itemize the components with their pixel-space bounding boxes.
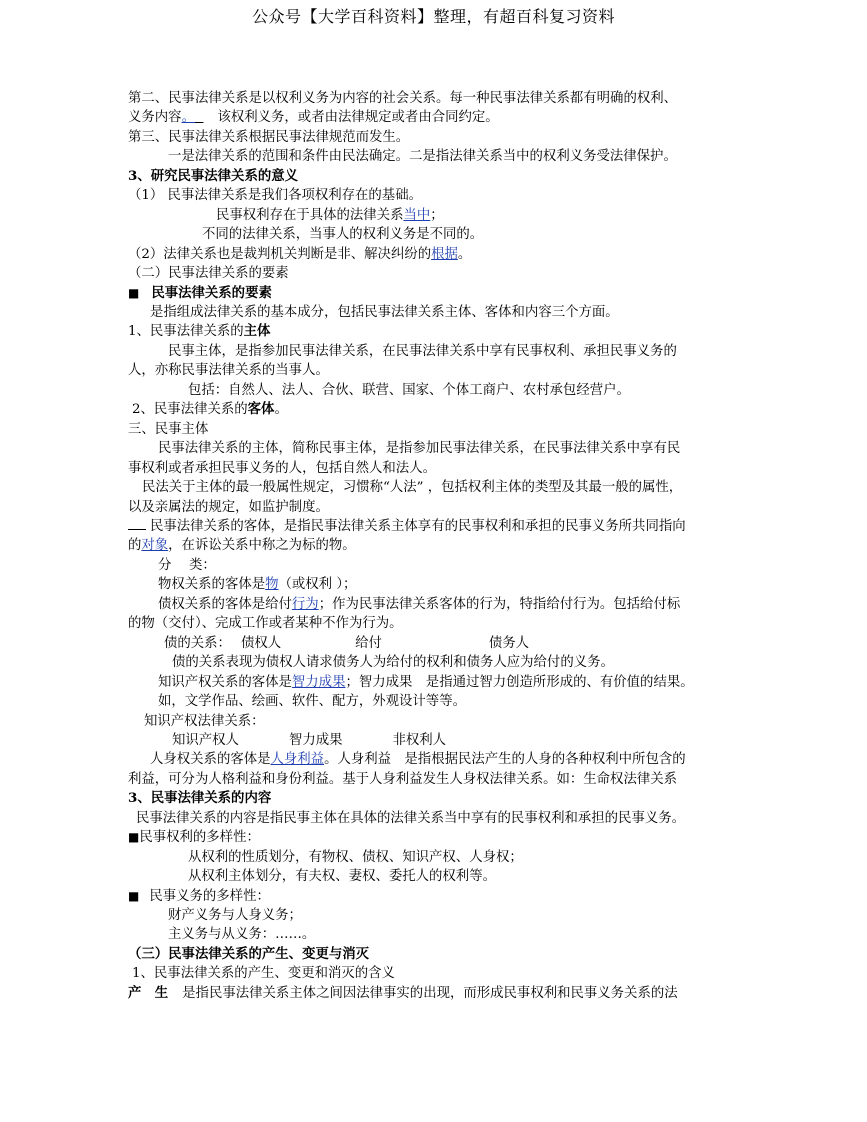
text-line: 三、民事主体 xyxy=(128,421,209,437)
link-text[interactable]: 智力成果 xyxy=(291,674,346,690)
link-text[interactable]: 根据 xyxy=(431,246,458,262)
text-line: 一是法律关系的范围和条件由民法确定。二是指法律关系当中的权利义务受法律保护。 xyxy=(168,149,677,165)
text-line: 主义务与从义务：……。 xyxy=(168,927,316,943)
text-line: 民事法律关系的客体，是指民事法律关系主体享有的民事权利和承担的民事义务所共同指向 xyxy=(128,517,742,536)
text-line: 人身权关系的客体是人身利益。人身利益 是指根据民法产生的人身的各种权利中所包含的 xyxy=(150,752,686,768)
text-line: 1、民事法律关系的产生、变更和消灭的含义 xyxy=(132,966,395,982)
text-line: 第三、民事法律关系根据民事法律规范而发生。 xyxy=(128,129,410,145)
text-line: 从权利的性质划分，有物权、债权、知识产权、人身权； xyxy=(188,849,523,865)
square-bullet-icon: ■ xyxy=(128,285,140,300)
text-line: 如，文学作品、绘画、软件、配方，外观设计等等。 xyxy=(158,694,466,710)
text-line: 财产义务与人身义务； xyxy=(168,908,302,924)
text-line: 知识产权关系的客体是智力成果；智力成果 是指通过智力创造所形成的、有价值的结果。 xyxy=(158,674,694,690)
text-line: 人，亦称民事法律关系的当事人。 xyxy=(128,363,329,379)
text-line: 义务内容。 该权利义务，或者由法律规定或者由合同约定。 xyxy=(128,110,499,126)
text-line: ■ 民事义务的多样性： xyxy=(128,887,742,906)
section-heading: （三）民事法律关系的产生、变更与消灭 xyxy=(128,945,370,962)
text-line: 是指组成法律关系的基本成分，包括民事法律关系主体、客体和内容三个方面。 xyxy=(150,304,619,320)
link-text[interactable]: 。 xyxy=(181,110,195,126)
text-line: 1、民事法律关系的主体 xyxy=(128,323,271,340)
text-line: 分 类： xyxy=(158,557,216,573)
text-line: 包括：自然人、法人、合伙、联营、国家、个体工商户、农村承包经营户。 xyxy=(188,382,630,398)
text-line: 民事主体，是指参加民事法律关系，在民事法律关系中享有民事权利、承担民事义务的 xyxy=(168,343,677,359)
text-line: 以及亲属法的规定，如监护制度。 xyxy=(128,499,329,515)
text-line: 利益，可分为人格利益和身份利益。基于人身利益发生人身权法律关系。如：生命权法律关系 xyxy=(128,771,678,787)
link-text[interactable]: 人身利益 xyxy=(270,752,325,768)
text-line: （二）民事法律关系的要素 xyxy=(128,266,289,282)
text-line: （1） 民事法律关系是我们各项权利存在的基础。 xyxy=(128,188,422,204)
text-line: 的对象，在诉讼关系中称之为标的物。 xyxy=(128,538,356,554)
text-line: 民事法律关系的主体，简称民事主体，是指参加民事法律关系，在民事法律关系中享有民 xyxy=(158,441,681,457)
link-text[interactable]: 当中 xyxy=(403,207,431,223)
text-line: 第二、民事法律关系是以权利义务为内容的社会关系。每一种民事法律关系都有明确的权利、 xyxy=(128,91,678,106)
text-line: 的物（交付）、完成工作或者某种不作为行为。 xyxy=(128,616,403,632)
text-line: 民法关于主体的最一般属性规定，习惯称“人法” ，包括权利主体的类型及其最一般的属性， xyxy=(142,480,683,496)
link-text[interactable]: 行为 xyxy=(291,596,319,612)
blank-underline xyxy=(128,517,146,530)
text-line: 债的关系： 债权人 给付 债务人 xyxy=(164,635,530,651)
text-line: 知识产权法律关系： xyxy=(144,713,265,729)
document-body xyxy=(128,89,742,1003)
section-heading: 3、研究民事法律关系的意义 xyxy=(128,167,299,184)
link-text[interactable]: 物 xyxy=(265,577,279,593)
text-line: 事权利或者承担民事义务的人，包括自然人和法人。 xyxy=(128,460,436,476)
square-bullet-icon: ■ xyxy=(128,888,140,903)
text-line: 2、民事法律关系的客体。 xyxy=(132,401,288,418)
text-line: 债权关系的客体是给付行为；作为民事法律关系客体的行为，特指给付行为。包括给付标 xyxy=(158,596,681,612)
text-line: 物权关系的客体是物（或权利 ）； xyxy=(158,577,357,593)
text-line: 民事权利存在于具体的法律关系当中； xyxy=(216,207,444,223)
section-heading: 3、民事法律关系的内容 xyxy=(128,790,272,807)
text-line: 从权利主体划分，有夫权、妻权、委托人的权利等。 xyxy=(188,869,496,885)
page-header: 公众号【大学百科资料】整理，有超百科复习资料 xyxy=(251,7,615,26)
text-line: （2）法律关系也是裁判机关判断是非、解决纠纷的根据。 xyxy=(128,246,472,262)
link-text[interactable]: 对象 xyxy=(141,538,169,554)
text-line: 民事法律关系的内容是指民事主体在具体的法律关系当中享有的民事权利和承担的民事义务。 xyxy=(136,810,686,826)
text-line: 不同的法律关系，当事人的权利义务是不同的。 xyxy=(202,227,484,243)
text-line: 知识产权人 智力成果 非权利人 xyxy=(172,732,447,748)
square-bullet-icon: ■ xyxy=(128,830,140,845)
text-line: 债的关系表现为债权人请求债务人为给付的权利和债务人应为给付的义务。 xyxy=(172,655,614,671)
section-heading: ■ 民事法律关系的要素 xyxy=(128,284,742,303)
text-line: 产 生 是指民事法律关系主体之间因法律事实的出现，而形成民事权利和民事义务关系的法 xyxy=(128,984,678,1001)
text-line: ■民事权利的多样性： xyxy=(128,828,742,847)
